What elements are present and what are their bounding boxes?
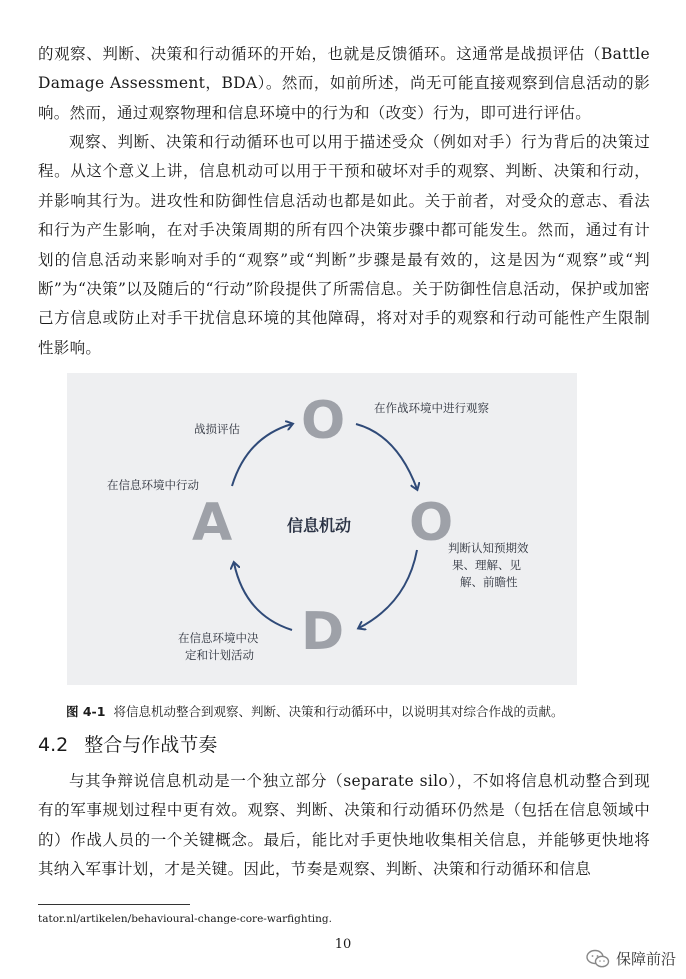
watermark: [586, 948, 676, 969]
page-number: 10: [334, 937, 352, 952]
paragraph-2: 观察、判断、决策和行动循环也可以用于描述受众（例如对手）行为背后的决策过程。从这个意义上讲，信息机动可以用于干预和破坏对手的观察、判断、决策和行动，并影响其行为。进攻性和防御性信息活动也都是如此。关于前者，对受众的意志、看法和行为产生影响，在对手决策周期的所有四个决策步骤中都可能发生。然而，通过有计划的信息活动来影响对手的“观察”或“判断”步骤是最有效的，这是因为“观察”或“判断”为“决策”以及随后的“行动”阶段提供了所需信息。关于防御性信息活动，保护或加密己方信息或防止对手干扰信息环境的其他障碍，将对对手的观察和行动可能性产生限制性影响。: [38, 133, 650, 357]
figure-caption: [66, 702, 563, 720]
ooda-figure: [67, 373, 577, 685]
footnote: tator.nl/artikelen/behavioural-change-core-warfighting.: [38, 913, 332, 925]
figure-caption-text: 将信息机动整合到观察、判断、决策和行动循环中，以说明其对综合作战的贡献。: [113, 704, 564, 719]
letter-act: A: [192, 493, 233, 553]
arrow-orient-to-decide: [359, 550, 417, 628]
figure-number: 图 4-1: [66, 704, 106, 719]
section-heading: [38, 730, 217, 757]
label-orient-2: 果、理解、见: [452, 558, 521, 572]
wechat-icon: [586, 949, 610, 969]
section-number: 4.2: [38, 734, 69, 756]
label-decide-2: 定和计划活动: [185, 648, 254, 662]
label-observe: 在作战环境中进行观察: [374, 401, 489, 415]
paragraph-1: 的观察、判断、决策和行动循环的开始，也就是反馈循环。这通常是战损评估（Battle Damage Assessment，BDA）。然而，如前所述，尚无可能直接观察到信息活动的影响。然而，通过观察物理和信息环境中的行为和（改变）行为，即可进行评估。: [38, 45, 650, 122]
watermark-text: 保障前沿: [615, 950, 676, 968]
footnote-rule: [38, 904, 190, 905]
label-bda: 战损评估: [194, 422, 240, 436]
section-title: 整合与作战节奏: [84, 734, 218, 756]
arrow-decide-to-act: [234, 563, 292, 630]
letter-decide: D: [301, 602, 345, 662]
arrow-observe-to-orient: [356, 424, 417, 489]
label-orient-3: 解、前瞻性: [460, 575, 518, 589]
letter-orient: O: [409, 493, 454, 553]
label-decide-1: 在信息环境中决: [178, 631, 259, 645]
label-orient-1: 判断认知预期效: [448, 541, 529, 555]
label-act: 在信息环境中行动: [107, 478, 199, 492]
paragraph-3: 与其争辩说信息机动是一个独立部分（separate silo），不如将信息机动整合到现有的军事规划过程中更有效。观察、判断、决策和行动循环仍然是（包括在信息领域中的）作战人员的一个关键概念。最后，能比对手更快地收集相关信息，并能够更快地将其纳入军事计划，才是关键。因此，节奏是观察、判断、决策和行动循环和信息: [38, 772, 650, 879]
letter-observe: O: [301, 391, 346, 451]
center-label: 信息机动: [287, 516, 352, 535]
arrow-act-to-observe: [232, 424, 292, 486]
